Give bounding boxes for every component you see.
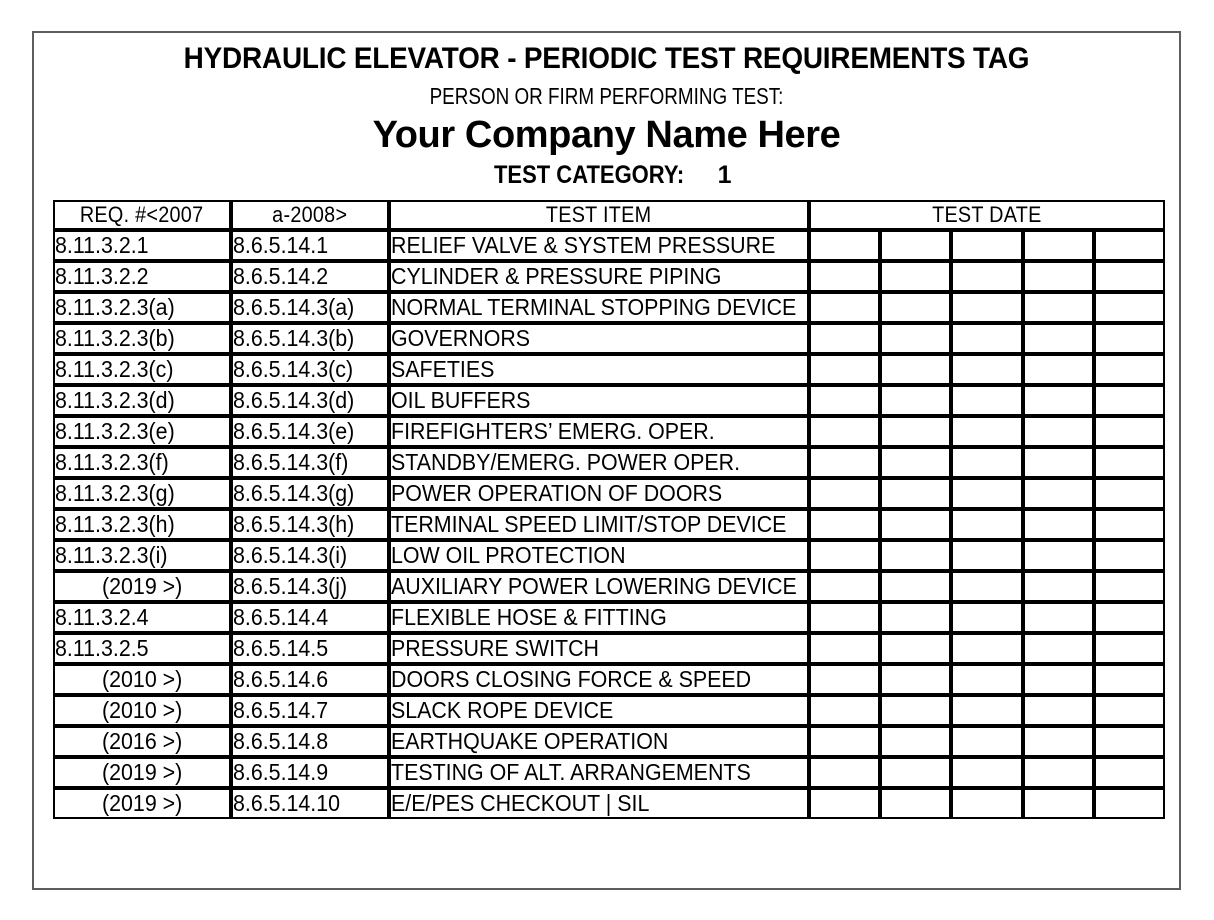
cell-req-pre2007: (2019 >) [53,788,231,819]
cell-test-date-entry[interactable] [880,385,951,416]
cell-test-item: TESTING OF ALT. ARRANGEMENTS [389,757,809,788]
cell-test-date-entry[interactable] [1023,478,1094,509]
cell-test-date-entry[interactable] [809,509,880,540]
cell-test-date-entry[interactable] [809,385,880,416]
cell-test-date-entry[interactable] [951,354,1022,385]
cell-test-date-entry[interactable] [951,292,1022,323]
cell-test-date-entry[interactable] [1023,230,1094,261]
cell-test-date-entry[interactable] [1094,323,1165,354]
cell-test-date-entry[interactable] [1023,726,1094,757]
table-row [53,385,1165,416]
cell-test-date-entry[interactable] [809,633,880,664]
cell-test-date-entry[interactable] [1094,757,1165,788]
cell-test-date-entry[interactable] [1023,292,1094,323]
cell-test-date-entry[interactable] [951,602,1022,633]
cell-req-pre2007: 8.11.3.2.4 [53,602,231,633]
cell-test-date-entry[interactable] [1094,788,1165,819]
cell-test-date-entry[interactable] [1094,292,1165,323]
cell-test-date-entry[interactable] [809,540,880,571]
cell-code-a2008: 8.6.5.14.3(i) [231,540,389,571]
cell-test-date-entry[interactable] [1023,354,1094,385]
column-header-test-date: TEST DATE [809,200,1165,230]
cell-test-item: CYLINDER & PRESSURE PIPING [389,261,809,292]
cell-test-date-entry[interactable] [951,416,1022,447]
table-head [53,200,1165,230]
cell-code-a2008: 8.6.5.14.3(b) [231,323,389,354]
cell-req-pre2007: 8.11.3.2.3(a) [53,292,231,323]
cell-test-date-entry[interactable] [1094,447,1165,478]
cell-test-date-entry[interactable] [809,292,880,323]
cell-test-date-entry[interactable] [1094,261,1165,292]
table-row [53,416,1165,447]
cell-test-date-entry[interactable] [1023,757,1094,788]
table-body [53,230,1165,819]
cell-test-date-entry[interactable] [809,230,880,261]
cell-test-date-entry[interactable] [1094,354,1165,385]
cell-test-date-entry[interactable] [951,230,1022,261]
cell-req-pre2007: 8.11.3.2.1 [53,230,231,261]
cell-req-pre2007: 8.11.3.2.2 [53,261,231,292]
cell-test-date-entry[interactable] [1023,571,1094,602]
cell-test-date-entry[interactable] [1023,540,1094,571]
cell-test-date-entry[interactable] [1094,602,1165,633]
heading-block [34,33,1179,188]
cell-code-a2008: 8.6.5.14.3(d) [231,385,389,416]
cell-test-date-entry[interactable] [951,788,1022,819]
cell-test-date-entry[interactable] [951,261,1022,292]
column-header-test-item: TEST ITEM [389,200,809,230]
cell-test-date-entry[interactable] [1094,416,1165,447]
cell-test-item: AUXILIARY POWER LOWERING DEVICE [389,571,809,602]
test-category-value: 1 [717,161,732,189]
cell-req-pre2007: 8.11.3.2.3(b) [53,323,231,354]
cell-test-date-entry[interactable] [1094,230,1165,261]
cell-test-date-entry[interactable] [951,323,1022,354]
cell-test-date-entry[interactable] [1094,540,1165,571]
cell-test-item: SLACK ROPE DEVICE [389,695,809,726]
cell-test-item: FIREFIGHTERS’ EMERG. OPER. [389,416,809,447]
cell-test-date-entry[interactable] [1094,726,1165,757]
cell-test-date-entry[interactable] [880,261,951,292]
person-or-firm-label: PERSON OR FIRM PERFORMING TEST: [429,83,784,109]
company-name-value: Your Company Name Here [372,114,841,156]
cell-test-date-entry[interactable] [880,757,951,788]
column-header-req-pre2007: REQ. #<2007 [53,200,231,230]
cell-req-pre2007: 8.11.3.2.3(h) [53,509,231,540]
cell-test-date-entry[interactable] [880,726,951,757]
cell-test-date-entry[interactable] [951,633,1022,664]
cell-test-date-entry[interactable] [809,664,880,695]
cell-test-date-entry[interactable] [880,509,951,540]
cell-test-item: E/E/PES CHECKOUT | SIL [389,788,809,819]
cell-test-date-entry[interactable] [809,788,880,819]
cell-code-a2008: 8.6.5.14.8 [231,726,389,757]
cell-code-a2008: 8.6.5.14.4 [231,602,389,633]
cell-test-item: NORMAL TERMINAL STOPPING DEVICE [389,292,809,323]
cell-test-date-entry[interactable] [1094,664,1165,695]
cell-code-a2008: 8.6.5.14.2 [231,261,389,292]
cell-test-date-entry[interactable] [809,478,880,509]
cell-code-a2008: 8.6.5.14.3(j) [231,571,389,602]
table-row [53,230,1165,261]
table-row [53,602,1165,633]
cell-test-date-entry[interactable] [1023,664,1094,695]
cell-test-date-entry[interactable] [1023,695,1094,726]
table-row [53,323,1165,354]
cell-code-a2008: 8.6.5.14.1 [231,230,389,261]
test-category-label: TEST CATEGORY: [494,161,685,189]
cell-test-date-entry[interactable] [1023,385,1094,416]
cell-test-date-entry[interactable] [1094,385,1165,416]
cell-test-date-entry[interactable] [880,354,951,385]
cell-test-date-entry[interactable] [809,354,880,385]
cell-req-pre2007: (2010 >) [53,664,231,695]
table-row [53,540,1165,571]
cell-code-a2008: 8.6.5.14.6 [231,664,389,695]
cell-test-item: STANDBY/EMERG. POWER OPER. [389,447,809,478]
cell-code-a2008: 8.6.5.14.10 [231,788,389,819]
cell-code-a2008: 8.6.5.14.3(c) [231,354,389,385]
table-row [53,261,1165,292]
cell-test-date-entry[interactable] [809,416,880,447]
cell-req-pre2007: (2010 >) [53,695,231,726]
cell-test-date-entry[interactable] [880,416,951,447]
cell-test-date-entry[interactable] [809,602,880,633]
cell-req-pre2007: 8.11.3.2.3(c) [53,354,231,385]
cell-code-a2008: 8.6.5.14.9 [231,757,389,788]
test-category-line [34,163,1179,188]
cell-test-date-entry[interactable] [951,478,1022,509]
cell-test-date-entry[interactable] [1094,633,1165,664]
table-row [53,509,1165,540]
cell-test-date-entry[interactable] [1094,695,1165,726]
cell-code-a2008: 8.6.5.14.3(a) [231,292,389,323]
cell-test-date-entry[interactable] [951,695,1022,726]
cell-test-item: DOORS CLOSING FORCE & SPEED [389,664,809,695]
cell-test-date-entry[interactable] [809,261,880,292]
cell-code-a2008: 8.6.5.14.3(g) [231,478,389,509]
cell-test-item: GOVERNORS [389,323,809,354]
column-header-a-2008: a-2008> [231,200,389,230]
cell-req-pre2007: 8.11.3.2.3(f) [53,447,231,478]
cell-req-pre2007: 8.11.3.2.3(e) [53,416,231,447]
table-row [53,788,1165,819]
cell-test-date-entry[interactable] [1094,571,1165,602]
cell-test-item: TERMINAL SPEED LIMIT/STOP DEVICE [389,509,809,540]
cell-test-date-entry[interactable] [951,385,1022,416]
cell-test-date-entry[interactable] [880,633,951,664]
cell-req-pre2007: 8.11.3.2.3(i) [53,540,231,571]
cell-test-item: LOW OIL PROTECTION [389,540,809,571]
tag-frame [32,31,1181,890]
cell-test-item: OIL BUFFERS [389,385,809,416]
cell-test-date-entry[interactable] [951,726,1022,757]
cell-test-date-entry[interactable] [809,323,880,354]
cell-code-a2008: 8.6.5.14.3(e) [231,416,389,447]
cell-test-date-entry[interactable] [880,540,951,571]
cell-test-date-entry[interactable] [1094,509,1165,540]
cell-test-date-entry[interactable] [1023,788,1094,819]
table-row [53,571,1165,602]
table-header-row [53,200,1165,230]
page-title: HYDRAULIC ELEVATOR - PERIODIC TEST REQUIREMENTS TAG [183,42,1030,75]
cell-req-pre2007: (2019 >) [53,757,231,788]
cell-test-date-entry[interactable] [951,540,1022,571]
cell-test-date-entry[interactable] [809,726,880,757]
cell-test-date-entry[interactable] [880,571,951,602]
cell-test-date-entry[interactable] [951,757,1022,788]
cell-req-pre2007: 8.11.3.2.3(g) [53,478,231,509]
table-row [53,757,1165,788]
cell-test-date-entry[interactable] [951,664,1022,695]
cell-test-date-entry[interactable] [1023,633,1094,664]
cell-test-date-entry[interactable] [1023,416,1094,447]
table-row [53,664,1165,695]
requirements-table [53,200,1165,819]
cell-test-date-entry[interactable] [809,571,880,602]
cell-test-date-entry[interactable] [880,788,951,819]
cell-test-item: FLEXIBLE HOSE & FITTING [389,602,809,633]
cell-test-date-entry[interactable] [1023,602,1094,633]
table-row [53,726,1165,757]
cell-code-a2008: 8.6.5.14.3(h) [231,509,389,540]
cell-req-pre2007: 8.11.3.2.5 [53,633,231,664]
cell-req-pre2007: (2016 >) [53,726,231,757]
cell-req-pre2007: 8.11.3.2.3(d) [53,385,231,416]
table-row [53,292,1165,323]
cell-req-pre2007: (2019 >) [53,571,231,602]
cell-code-a2008: 8.6.5.14.3(f) [231,447,389,478]
cell-test-date-entry[interactable] [880,695,951,726]
cell-test-date-entry[interactable] [1023,447,1094,478]
cell-test-date-entry[interactable] [880,664,951,695]
cell-test-date-entry[interactable] [880,292,951,323]
cell-test-date-entry[interactable] [809,447,880,478]
cell-test-item: RELIEF VALVE & SYSTEM PRESSURE [389,230,809,261]
cell-test-item: PRESSURE SWITCH [389,633,809,664]
cell-test-date-entry[interactable] [1023,509,1094,540]
cell-test-date-entry[interactable] [880,602,951,633]
table-row [53,447,1165,478]
table-row [53,354,1165,385]
cell-test-date-entry[interactable] [1094,478,1165,509]
cell-code-a2008: 8.6.5.14.5 [231,633,389,664]
table-row [53,633,1165,664]
cell-test-date-entry[interactable] [880,323,951,354]
cell-test-date-entry[interactable] [880,447,951,478]
cell-test-date-entry[interactable] [951,447,1022,478]
cell-test-item: POWER OPERATION OF DOORS [389,478,809,509]
cell-test-date-entry[interactable] [880,478,951,509]
table-row [53,478,1165,509]
cell-code-a2008: 8.6.5.14.7 [231,695,389,726]
cell-test-item: SAFETIES [389,354,809,385]
cell-test-date-entry[interactable] [1023,261,1094,292]
table-row [53,695,1165,726]
cell-test-date-entry[interactable] [809,695,880,726]
cell-test-date-entry[interactable] [951,571,1022,602]
cell-test-date-entry[interactable] [880,230,951,261]
cell-test-item: EARTHQUAKE OPERATION [389,726,809,757]
cell-test-date-entry[interactable] [809,757,880,788]
cell-test-date-entry[interactable] [1023,323,1094,354]
cell-test-date-entry[interactable] [951,509,1022,540]
